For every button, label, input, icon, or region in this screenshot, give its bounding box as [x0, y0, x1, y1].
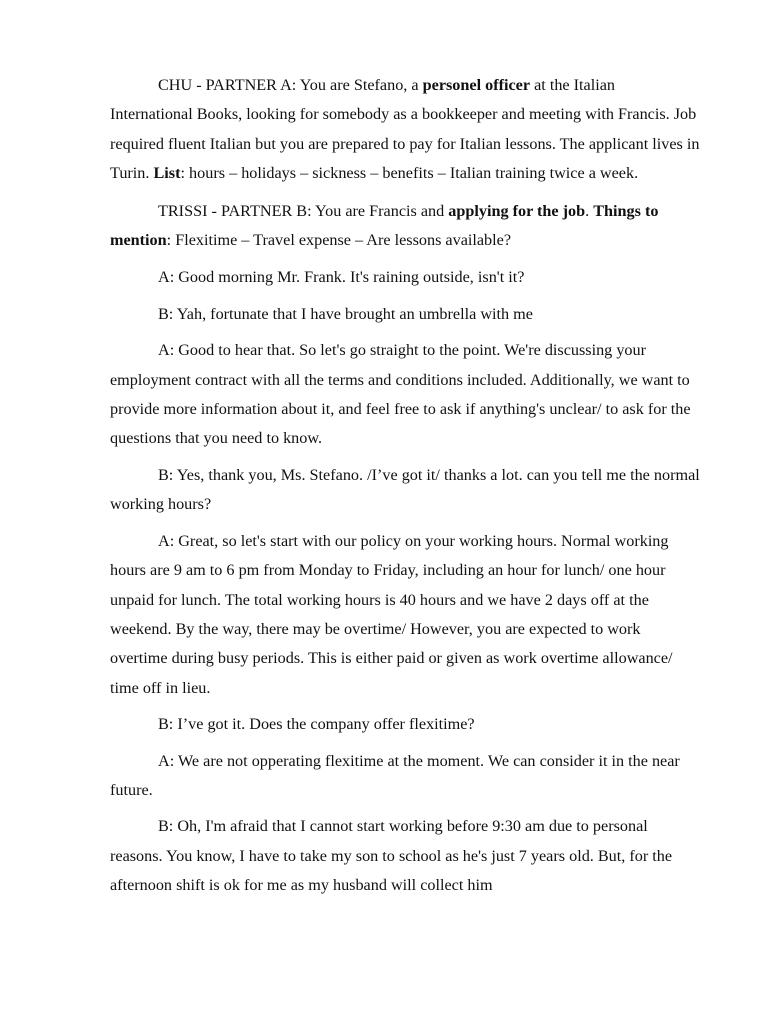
dialogue-line: A: Good to hear that. So let's go straight to the point. We're discussing your employment contract with all the terms and conditions included. Additionally, we want to provide more information about it, and feel free to ask if anything's unclear/ to ask for the questions that you need to know.	[110, 341, 691, 448]
partner-a-instructions	[110, 71, 700, 189]
partner-a-bold-role: personel officer	[422, 76, 531, 94]
dialogue-line: B: Yah, fortunate that I have brought an umbrella with me	[158, 304, 533, 323]
partner-a-text-2: at the Italian International Books, looking for somebody as a bookkeeper and meeting with Francis. Job required fluent Italian but you are prepared to pay for Italian lessons. The applicant lives in Turin.	[110, 76, 700, 183]
partner-b-bold-things: Things to mention	[110, 201, 659, 250]
dialogue-line: B: Yes, thank you, Ms. Stefano. /I’ve got it/ thanks a lot. can you tell me the normal working hours?	[110, 465, 700, 514]
partner-b-text-1: TRISSI - PARTNER B: You are Francis and	[158, 201, 449, 220]
partner-a-bold-list: List	[153, 164, 181, 183]
partner-a-text-1: CHU - PARTNER A: You are Stefano, a	[158, 76, 423, 94]
partner-a-text-3: : hours – holidays – sickness – benefits – Italian training twice a week.	[180, 164, 639, 183]
document-text	[110, 71, 700, 908]
dialogue-line: A: We are not opperating flexitime at the moment. We can consider it in the near future.	[110, 751, 680, 799]
partner-b-instructions	[110, 197, 700, 256]
partner-b-bold-applying: applying for the job	[448, 201, 586, 220]
partner-b-text-3: : Flexitime – Travel expense – Are lessons available?	[166, 231, 512, 250]
dialogue-line: A: Great, so let's start with our policy on your working hours. Normal working hours are 9 am to 6 pm from Monday to Friday, including an hour for lunch/ one hour unpaid for lunch. The total working hours is 40 hours and we have 2 days off at the weekend. By the way, there may be overtime/ However, you are expected to work overtime during busy periods. This is either paid or given as work overtime allowance/ time off in lieu.	[110, 531, 673, 697]
dialogue-line: B: I’ve got it. Does the company offer flexitime?	[158, 715, 475, 734]
partner-b-text-2: .	[585, 201, 594, 220]
dialogue-line: A: Good morning Mr. Frank. It's raining outside, isn't it?	[158, 268, 525, 287]
dialogue-line: B: Oh, I'm afraid that I cannot start working before 9:30 am due to personal reasons. You know, I have to take my son to school as he's just 7 years old. But, for the afternoon shift is ok for me as my husband will collect him	[110, 817, 673, 895]
